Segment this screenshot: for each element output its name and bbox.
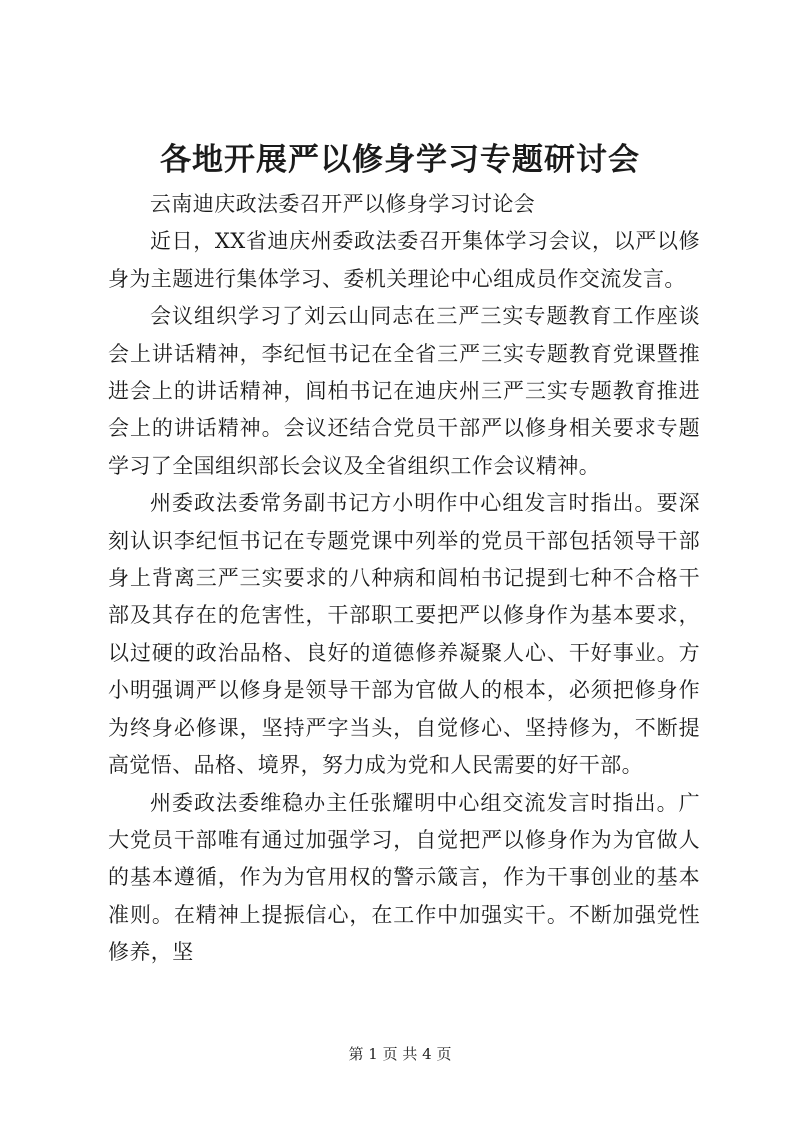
paragraph-intro: 近日，XX省迪庆州委政法委召开集体学习会议，以严以修身为主题进行集体学习、委机关理论中心组成员作交流发言。	[108, 229, 700, 291]
paragraph-subtitle: 云南迪庆政法委召开严以修身学习讨论会	[150, 192, 536, 216]
page-footer: 第 1 页 共 4 页	[348, 1045, 452, 1063]
paragraph-fang-xiaoming: 州委政法委常务副书记方小明作中心组发言时指出。要深刻认识李纪恒书记在专题党课中列举的党员干部包括领导干部身上背离三严三实要求的八种病和闾柏书记提到七种不合格干部及其存在的危害性，干部职工要把严以修身作为基本要求，以过硬的政治品格、良好的道德修养凝聚人心、干好事业。方小明强调严以修身是领导干部为官做人的根本，必须把修身作为终身必修课，坚持严字当头，自觉修心、坚持修为，不断提高觉悟、品格、境界，努力成为党和人民需要的好干部。	[108, 491, 700, 778]
paragraph-zhang-yaoming: 州委政法委维稳办主任张耀明中心组交流发言时指出。广大党员干部唯有通过加强学习，自觉把严以修身作为为官做人的基本遵循，作为为官用权的警示箴言，作为干事创业的基本准则。在精神上提振信心，在工作中加强实干。不断加强党性修养，坚	[108, 790, 700, 965]
document-title: 各地开展严以修身学习专题研讨会	[160, 142, 640, 178]
paragraph-study: 会议组织学习了刘云山同志在三严三实专题教育工作座谈会上讲话精神，李纪恒书记在全省三严三实专题教育党课暨推进会上的讲话精神，闾柏书记在迪庆州三严三实专题教育推进会上的讲话精神。会议还结合党员干部严以修身相关要求专题学习了全国组织部长会议及全省组织工作会议精神。	[108, 304, 700, 478]
document-body	[108, 186, 700, 972]
